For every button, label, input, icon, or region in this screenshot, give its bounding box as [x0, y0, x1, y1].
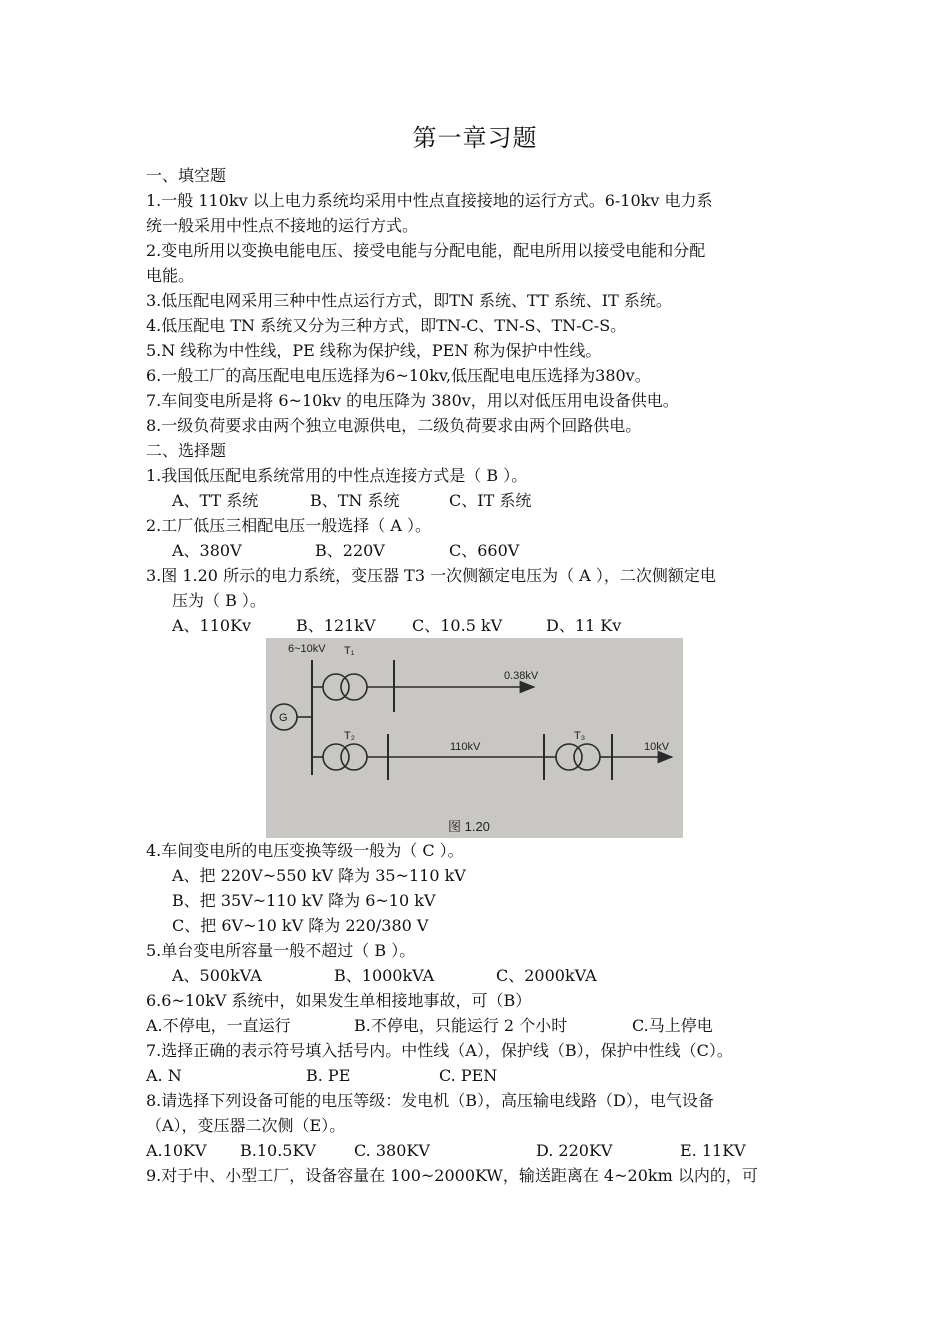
option-c: C、2000kVA: [496, 966, 597, 985]
question-options: [146, 488, 811, 513]
label-generator: G: [279, 712, 288, 724]
question-stem: 6.6~10kV 系统中，如果发生单相接地事故，可（B）: [146, 991, 532, 1010]
power-system-diagram: [266, 638, 683, 838]
page-title: 第一章习题: [412, 124, 538, 152]
question-options: [146, 1063, 811, 1088]
option-e: E. 11KV: [680, 1141, 746, 1160]
option-a: A、把 220V~550 kV 降为 35~110 kV: [172, 866, 466, 885]
label-t1: T₁: [344, 645, 355, 657]
option-a: A、380V: [172, 541, 242, 560]
question-stem: 2.工厂低压三相配电压一般选择（ A ）。: [146, 516, 431, 535]
fill-item: 5.N 线称为中性线，PE 线称为保护线，PEN 称为保护中性线。: [146, 341, 602, 360]
fill-item: 4.低压配电 TN 系统又分为三种方式，即TN-C、TN-S、TN-C-S。: [146, 316, 627, 335]
question-stem-continued: （A），变压器二次侧（E）。: [146, 1116, 346, 1135]
question-options: [146, 1013, 811, 1038]
option-a: A、TT 系统: [172, 491, 259, 510]
label-t3: T₃: [574, 730, 586, 742]
section-heading-choice: 二、选择题: [146, 441, 227, 460]
option-b: B. PE: [306, 1066, 351, 1085]
label-source-voltage: 6~10kV: [288, 643, 326, 655]
option-b: B、1000kVA: [334, 966, 435, 985]
option-c: C. 380KV: [354, 1141, 430, 1160]
option-c: C. PEN: [439, 1066, 498, 1085]
option-a: A、110Kv: [172, 616, 252, 635]
option-b: B.10.5KV: [240, 1141, 316, 1160]
figure-1-20: [266, 638, 683, 838]
transformer-t1-secondary: [341, 674, 367, 700]
fill-item: 3.低压配电网采用三种中性点运行方式，即TN 系统、TT 系统、IT 系统。: [146, 291, 672, 310]
option-a: A、500kVA: [172, 966, 262, 985]
question-options: [146, 963, 811, 988]
question-stem: 4.车间变电所的电压变换等级一般为（ C ）。: [146, 841, 464, 860]
option-b: B、220V: [315, 541, 385, 560]
question-options: [146, 1138, 811, 1163]
option-c: C、IT 系统: [449, 491, 532, 510]
transformer-t2-secondary: [341, 744, 367, 770]
question-stem: 9.对于中、小型工厂，设备容量在 100~2000KW，输送距离在 4~20km 以内的，可: [146, 1166, 758, 1185]
figure-caption: 图 1.20: [448, 819, 490, 834]
option-c: C、10.5 kV: [412, 616, 503, 635]
option-b: B、TN 系统: [310, 491, 400, 510]
fill-item: 统一般采用中性点不接地的运行方式。: [146, 216, 419, 235]
question-stem: 3.图 1.20 所示的电力系统，变压器 T3 一次侧额定电压为（ A ），二次侧额定电: [146, 566, 716, 585]
question-stem: 1.我国低压配电系统常用的中性点连接方式是（ B ）。: [146, 466, 528, 485]
option-b: B、121kV: [296, 616, 376, 635]
option-c: C.马上停电: [632, 1016, 713, 1035]
question-stem-continued: 压为（ B ）。: [172, 591, 266, 610]
label-t2: T₂: [344, 730, 355, 742]
option-d: D、11 Kv: [546, 616, 622, 635]
option-a: A. N: [146, 1066, 182, 1085]
option-b: B.不停电，只能运行 2 个小时: [354, 1016, 568, 1035]
option-a: A.10KV: [146, 1141, 207, 1160]
question-options: [146, 538, 811, 563]
fill-item: 6.一般工厂的高压配电电压选择为6~10kv,低压配电电压选择为380v。: [146, 366, 651, 385]
option-c: C、把 6V~10 kV 降为 220/380 V: [172, 916, 429, 935]
exercise-content: [146, 163, 811, 1188]
question-stem: 7.选择正确的表示符号填入括号内。中性线（A），保护线（B），保护中性线（C）。: [146, 1041, 733, 1060]
question-stem: 5.单台变电所容量一般不超过（ B ）。: [146, 941, 416, 960]
fill-item: 2.变电所用以变换电能电压、接受电能与分配电能，配电所用以接受电能和分配: [146, 241, 706, 260]
option-c: C、660V: [449, 541, 520, 560]
question-stem: 8.请选择下列设备可能的电压等级：发电机（B），高压输电线路（D），电气设备: [146, 1091, 714, 1110]
fill-item: 8.一级负荷要求由两个独立电源供电，二级负荷要求由两个回路供电。: [146, 416, 642, 435]
question-options: [146, 613, 811, 638]
label-038kv: 0.38kV: [504, 670, 539, 682]
option-d: D. 220KV: [536, 1141, 613, 1160]
label-110kv: 110kV: [450, 741, 481, 753]
section-heading-fill: 一、填空题: [146, 166, 227, 185]
transformer-t3-secondary: [574, 744, 600, 770]
option-a: A.不停电，一直运行: [146, 1016, 291, 1035]
label-10kv: 10kV: [644, 741, 670, 753]
option-b: B、把 35V~110 kV 降为 6~10 kV: [172, 891, 436, 910]
fill-item: 7.车间变电所是将 6~10kv 的电压降为 380v，用以对低压用电设备供电。: [146, 391, 679, 410]
fill-item: 1.一般 110kv 以上电力系统均采用中性点直接接地的运行方式。6-10kv 电力系: [146, 191, 713, 210]
fill-item: 电能。: [146, 266, 195, 285]
